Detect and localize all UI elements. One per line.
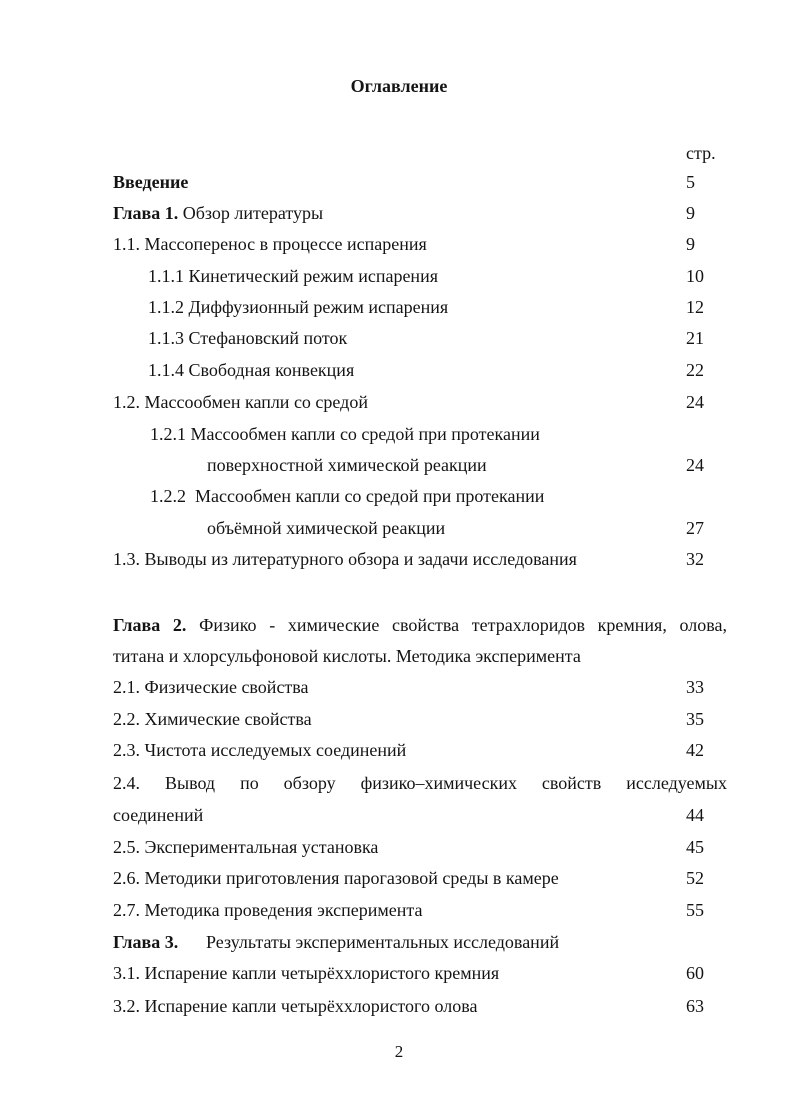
toc-entry-3-1 [0,963,798,987]
toc-entry-chapter-2-line2 [0,646,798,670]
toc-entry-2-2 [0,709,798,733]
section-2-7-page: 55 [686,900,704,920]
chapter-1-label: Глава 1. [113,203,179,223]
section-2-3-title: 2.3. Чистота исследуемых соединений [113,740,407,760]
section-2-4-title-line2: соединений [113,805,204,825]
section-1-2-page: 24 [686,392,704,412]
section-1-2-1-title-line1: 1.2.1 Массообмен капли со средой при протекании [150,424,540,444]
toc-entry-1-3 [0,549,798,573]
section-2-5-title: 2.5. Экспериментальная установка [113,837,379,857]
chapter-3-label: Глава 3. [113,932,179,952]
toc-entry-1-2 [0,392,798,416]
section-1-1-4-page: 22 [686,360,704,380]
toc-entry-chapter-1 [0,203,798,227]
toc-entry-1-2-1-line2 [0,455,798,479]
section-3-1-title: 3.1. Испарение капли четырёххлористого кремния [113,963,500,983]
section-1-1-2-title: 1.1.2 Диффузионный режим испарения [148,297,449,317]
toc-entry-1-1 [0,234,798,258]
section-3-2-title: 3.2. Испарение капли четырёххлористого олова [113,996,478,1016]
section-2-3-page: 42 [686,740,704,760]
section-3-2-page: 63 [686,996,704,1016]
section-2-7-title: 2.7. Методика проведения эксперимента [113,900,423,920]
section-1-3-title: 1.3. Выводы из литературного обзора и задачи исследования [113,549,577,569]
toc-entry-1-1-4 [0,360,798,384]
section-1-1-1-page: 10 [686,266,704,286]
chapter-3-title: Результаты экспериментальных исследований [206,932,560,952]
toc-entry-chapter-3 [0,932,798,956]
section-1-2-title: 1.2. Массообмен капли со средой [113,392,368,412]
toc-entry-2-5 [0,837,798,861]
page-number: 2 [394,1042,404,1061]
intro-label: Введение [113,172,189,192]
toc-entry-intro [0,172,798,196]
section-2-2-page: 35 [686,709,704,729]
section-3-1-page: 60 [686,963,704,983]
toc-entry-2-3 [0,740,798,764]
chapter-2-title-line1: Физико - химические свойства тетрахлоридов кремния, олова, [199,615,727,635]
toc-entry-1-2-1-line1 [0,424,798,448]
toc-entry-chapter-2-line1 [0,615,798,639]
chapter-1-title: Обзор литературы [182,203,324,223]
toc-entry-2-4-line1 [0,773,798,797]
section-1-2-2-title-line1: 1.2.2 Массообмен капли со средой при протекании [150,486,545,506]
toc-entry-2-7 [0,900,798,924]
section-1-2-2-page: 27 [686,518,704,538]
section-2-1-title: 2.1. Физические свойства [113,677,309,697]
section-2-2-title: 2.2. Химические свойства [113,709,312,729]
toc-entry-1-2-2-line2 [0,518,798,542]
page-column-header-row [0,143,798,167]
chapter-1-page: 9 [686,203,695,223]
toc-entry-3-2 [0,996,798,1020]
section-2-4-page: 44 [686,805,704,825]
section-1-2-2-title-line2: объёмной химической реакции [207,518,446,538]
section-1-1-title: 1.1. Массоперенос в процессе испарения [113,234,427,254]
section-1-1-1-title: 1.1.1 Кинетический режим испарения [148,266,438,286]
chapter-2-label: Глава 2. [113,615,187,635]
toc-entry-2-1 [0,677,798,701]
section-1-1-3-page: 21 [686,328,704,348]
section-2-1-page: 33 [686,677,704,697]
section-1-1-3-title: 1.1.3 Стефановский поток [148,328,348,348]
toc-entry-2-6 [0,868,798,892]
section-1-2-1-title-line2: поверхностной химической реакции [207,455,487,475]
section-1-2-1-page: 24 [686,455,704,475]
toc-entry-1-1-3 [0,328,798,352]
section-2-4-title-line1: 2.4. Вывод по обзору физико–химических свойств исследуемых [113,773,727,793]
toc-entry-1-1-1 [0,266,798,290]
intro-page: 5 [686,172,695,192]
section-2-6-title: 2.6. Методики приготовления парогазовой среды в камере [113,868,559,888]
toc-entry-2-4-line2 [0,805,798,829]
section-1-3-page: 32 [686,549,704,569]
section-1-1-page: 9 [686,234,695,254]
toc-entry-1-1-2 [0,297,798,321]
section-2-6-page: 52 [686,868,704,888]
section-2-5-page: 45 [686,837,704,857]
chapter-2-line1 [113,615,727,636]
page-column-header: стр. [686,143,716,163]
section-1-1-2-page: 12 [686,297,704,317]
chapter-2-title-line2: титана и хлорсульфоновой кислоты. Методика эксперимента [113,646,581,666]
toc-entry-1-2-2-line1 [0,486,798,510]
page-title: Оглавление [350,76,448,96]
section-1-1-4-title: 1.1.4 Свободная конвекция [148,360,355,380]
